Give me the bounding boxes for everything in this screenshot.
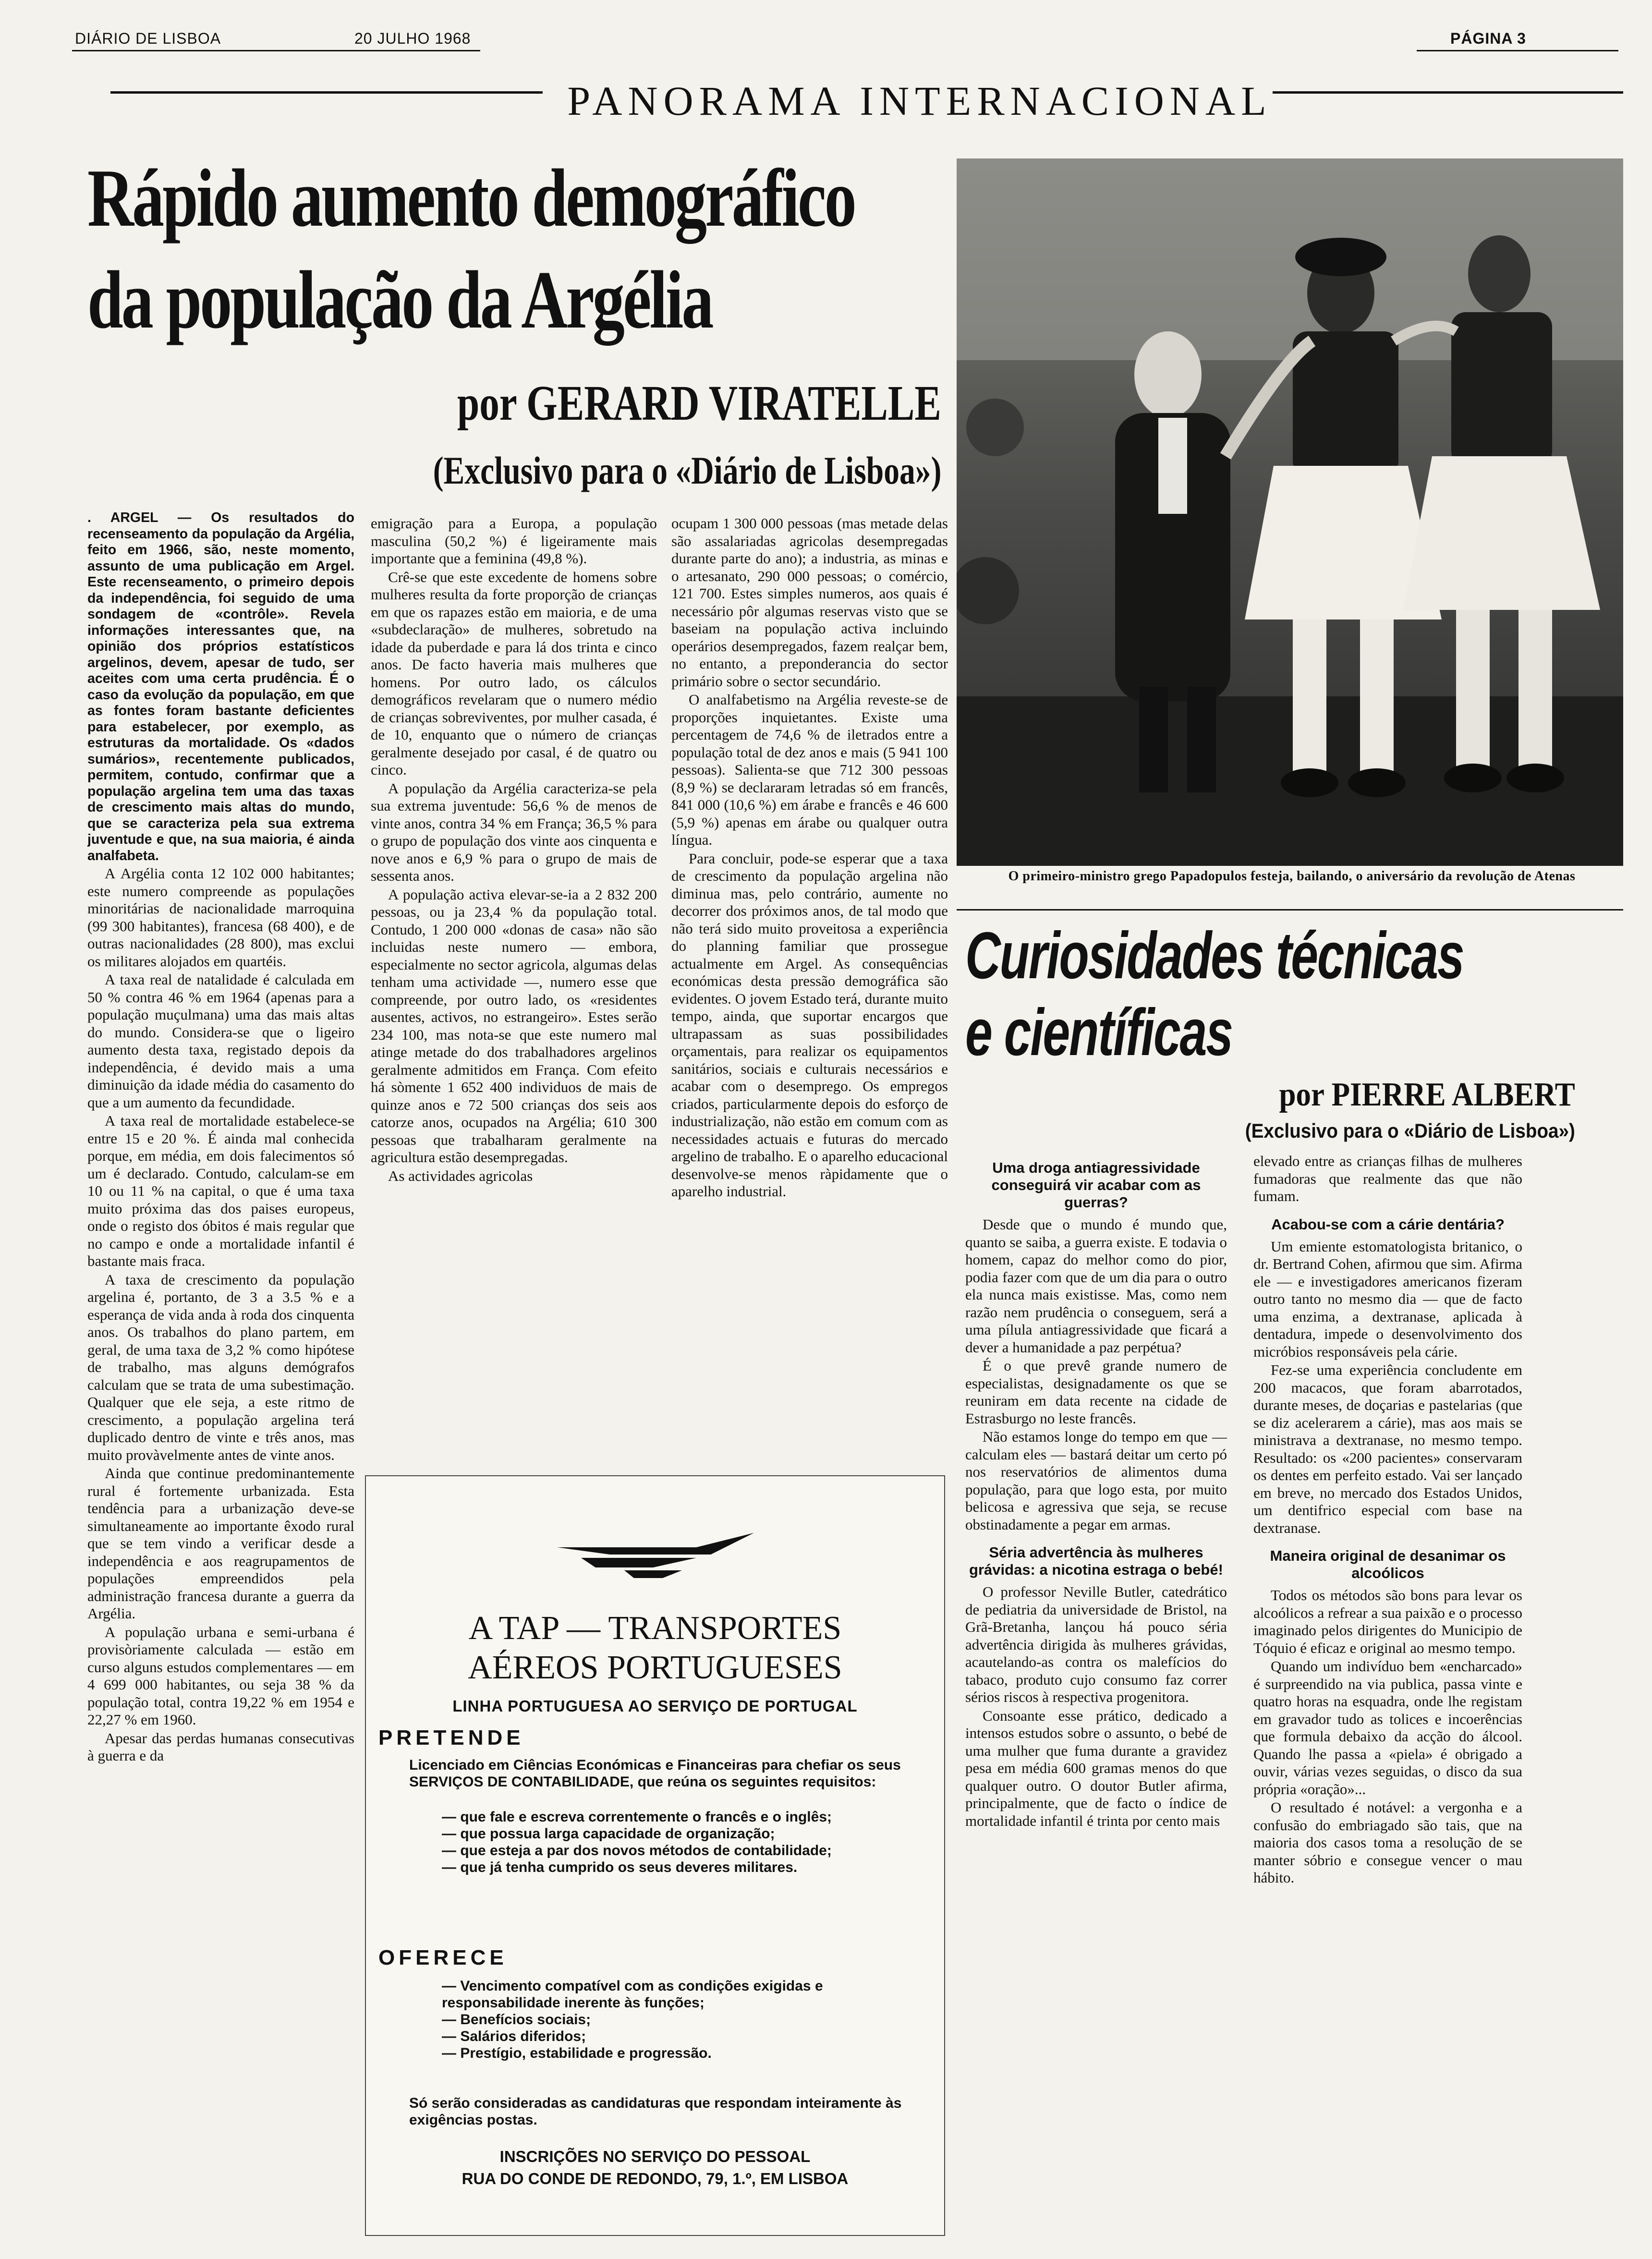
- article2-subhead: Acabou-se com a cárie dentária?: [1271, 1215, 1505, 1233]
- article2-paragraph: Desde que o mundo é mundo que, quanto se saiba, a guerra existe. E todavia o homem, capaz do melhor como do pior, podia fazer com que de um dia para o outro ela nunca mais existisse. Mas, como nem razão nem prudência o conseguem, será a uma pílula antiagressividade que ficará a dever a humanidade a paz perpétua?: [965, 1216, 1227, 1356]
- ad-inscricoes: INSCRIÇÕES NO SERVIÇO DO PESSOAL: [499, 2148, 811, 2165]
- article2-paragraph: Consoante esse prático, dedicado a intensos estudos sobre o assunto, o bebé de uma mulher que fuma durante a gravidez pesa em média 600 gramas menos do que qualquer outro. O doutor Butler afirma, principalmente, que de facto o índice de mortalidade infantil é trinta por cento mais: [965, 1707, 1227, 1829]
- article-paragraph: Apesar das perdas humanas consecutivas à guerra e da: [87, 1729, 354, 1764]
- dancing-men-photo-graphic: [957, 158, 1623, 866]
- article-paragraph: Ainda que continue predominantemente rural é fortemente urbanizada. Esta tendência para a urbanização deve-se simultaneamente ao importante êxodo rural que se tem vindo a verificar desde a independência e aos reagrupamentos de populações empreendidos pela administração francesa durante a guerra da Argélia.: [87, 1465, 354, 1622]
- ad-offers-list: [442, 1978, 927, 2062]
- article2-paragraph: Quando um indivíduo bem «encharcado» é surpreendido na via publica, passa vinte e quatro horas na esquadra, onde lhe registam em gravador tudo as tolices e incoerências que formula debaixo da acção do álcool. Quando lhe passa a «piela» é obrigado a ouvir, várias vezes seguidas, o disco da sua própria «oração»...: [1253, 1658, 1522, 1797]
- ad-note: Só serão consideradas as candidaturas que respondam inteiramente às exigências postas.: [409, 2095, 902, 2128]
- article2-subhead: Maneira original de desanimar os alcoólicos: [1270, 1547, 1506, 1581]
- article-paragraph: A taxa real de natalidade é calculada em 50 % contra 46 % em 1964 (apenas para a população muçulmana) uma das mais altas do mundo. Considera-se que o ligeiro aumento desta taxa, registado depois da independência, é devido mais a uma diminuição da idade média do casamento do que a um aumento da fecundidade.: [87, 971, 354, 1111]
- ad-requirement-item: — que fale e escreva correntemente o francês e o inglês;: [442, 1809, 832, 1825]
- article2-paragraph: É o que prevê grande numero de especialistas, designadamente os que se reuniram em data recente na cidade de Estrasburgo no leste francês.: [965, 1357, 1227, 1427]
- article2-subhead: Uma droga antiagressividade conseguirá vir acabar com as guerras?: [991, 1159, 1201, 1211]
- article2-column-right: [1253, 1153, 1522, 2233]
- article-paragraph: A população activa elevar-se-ia a 2 832 200 pessoas, ou ja 23,4 % da população total. Contudo, 1 200 000 «donas de casa» não são incluidas neste numero — embora, especialmente no sector agricola, algumas delas tenham uma actividade —, numero esse que compreende, por outro lado, os «residentes ausentes, activos, no estrangeiro». Estes serão 234 100, mas nota-se que este numero mal atinge metade do dos trabalhadores argelinos geralmente admitidos em França. Com efeito há sòmente 1 652 400 individuos de mais de quinze anos e 72 500 crianças dos seis aos catorze anos, ocupados na Argélia; 610 300 pessoas que trabalharam geralmente na agricultura estão desempregadas.: [371, 886, 657, 1166]
- ad-company-line2: AÉREOS PORTUGUESES: [468, 1649, 842, 1686]
- article-paragraph: emigração para a Europa, a população masculina (50,2 %) é ligeiramente mais importante que a feminina (49,8 %).: [371, 515, 657, 567]
- section-rule-right: [1273, 91, 1623, 94]
- ad-tagline: LINHA PORTUGUESA AO SERVIÇO DE PORTUGAL: [452, 1697, 858, 1715]
- article2-headline-line1: Curiosidades técnicas: [965, 919, 1464, 993]
- newspaper-name: DIÁRIO DE LISBOA: [75, 30, 221, 47]
- ad-requirement-item: — que esteja a par dos novos métodos de contabilidade;: [442, 1843, 832, 1858]
- article-paragraph: A taxa real de mortalidade estabelece-se entre 15 e 20 %. É ainda mal conhecida porque, em média, em dois falecimentos só um é declarado. Contudo, calculam-se em 10 ou 11 % na capital, o que é uma taxa muito próxima das dos paises europeus, onde o registo dos óbitos é mais regular que no campo e onde a mortalidade infantil é bastante mais fraca.: [87, 1112, 354, 1269]
- news-photo: [957, 158, 1623, 866]
- article-paragraph: A taxa de crescimento da população argelina é, portanto, de 3 a 3.5 % e a esperança de vida anda à roda dos cinquenta anos. Os trabalhos do plano partem, em geral, de uma taxa de 3,2 % como hipótese de trabalho, mas alguns demógrafos calculam que se trata de uma subestimação. Qualquer que ele seja, a este ritmo de crescimento, a população argelina terá duplicado dentro de vinte e três anos, mas muito provàvelmente antes de vinte anos.: [87, 1271, 354, 1463]
- article-paragraph: A população da Argélia caracteriza-se pela sua extrema juventude: 56,6 % de menos de vinte anos, contra 34 % em França; 36,5 % para o grupo de população dos vinte aos cinquenta e nove anos e 6,9 % para o grupo de mais de sessenta anos.: [371, 779, 657, 884]
- ad-address: RUA DO CONDE DE REDONDO, 79, 1.º, EM LISBOA: [462, 2170, 849, 2187]
- article-column-3: [671, 515, 948, 1456]
- ad-offer-item: — Salários diferidos;: [442, 2028, 586, 2044]
- section-rule-left: [110, 91, 543, 94]
- article2-paragraph: Um emiente estomatologista britanico, o dr. Bertrand Cohen, afirmou que sim. Afirma ele — e investigadores americanos fizeram outro tanto no mesmo dia — que de facto uma enzima, a dextranase, aplicada à dentadura, impede o desenvolvimento dos micróbios responsáveis pela cárie.: [1253, 1238, 1522, 1360]
- photo-caption: O primeiro-ministro grego Papadopulos festeja, bailando, o aniversário da revolução de Atenas: [1008, 869, 1576, 884]
- article-paragraph: As actividades agricolas: [388, 1167, 533, 1184]
- article-lead-paragraph: . ARGEL — Os resultados do recenseamento da população da Argélia, feito em 1966, são, neste momento, assunto de uma publicação em Argel. Este recenseamento, o primeiro depois da independência, foi seguido de uma sondagem de «contrôle». Revela informações interessantes que, na opinião dos próprios estatísticos argelinos, devem, apesar de tudo, ser aceites com uma certa prudência. É o caso da evolução da população, em que as fontes foram bastante deficientes para estabelecer, por exemplo, as estruturas da mortalidade. Os «dados sumários», recentemente publicados, permitem, contudo, confirmar que a população argelina tem uma das taxas de crescimento mais altas do mundo, que se caracteriza pela sua extrema juventude e que, na sua maioria, é ainda analfabeta.: [87, 510, 354, 863]
- article-paragraph: Para concluir, pode-se esperar que a taxa de crescimento da população argelina não diminua mas, pelo contrário, aumente no decorrer dos próximos anos, de tal modo que não terá sido muito proveitosa a experiência do planning familiar que prossegue actualmente em Argel. As consequências económicas desta pressão demográfica são evidentes. O jovem Estado terá, durante muito tempo, ainda, que suportar encargos que ultrapassam as suas possibilidades orçamentais, para realizar os equipamentos sanitários, sociais e culturais necessários e acabar com o desemprego. Os empregos criados, particularmente depois do esforço de industrialização, não estão em comum com as necessidades actuais e futuras do mercado argelino de trabalho. E o aparelho educacional desenvolve-se menos ràpidamente que o aparelho industrial.: [671, 850, 948, 1200]
- ad-pretende-text: Licenciado em Ciências Económicas e Financeiras para chefiar os seus SERVIÇOS DE CONTABILIDADE, que reúna os seguintes requisitos:: [409, 1757, 901, 1790]
- ad-oferece-title: OFERECE: [378, 1946, 508, 1969]
- article2-column-left: [965, 1153, 1227, 2233]
- page-number: PÁGINA 3: [1450, 30, 1526, 47]
- caption-rule: [957, 909, 1623, 911]
- ad-offer-item: — Prestígio, estabilidade e progressão.: [442, 2045, 712, 2061]
- ad-requirements-list: [442, 1809, 927, 1876]
- article-paragraph: ocupam 1 300 000 pessoas (mas metade delas são assalariadas agricolas desempregadas durante parte do ano); a industria, as minas e o artesanato, 290 000 pessoas; o comércio, 121 700. Estes simples numeros, aos quais é necessário pôr algumas reservas visto que se baseiam na população activa incluindo operários desempregados, fazem realçar bem, no entanto, a preponderancia do sector primário sobre o sector secundário.: [671, 515, 948, 690]
- section-title: PANORAMA INTERNACIONAL: [567, 78, 1272, 124]
- ad-offer-item: — Benefícios sociais;: [442, 2012, 591, 2028]
- article-exclusive-note: (Exclusivo para o «Diário de Lisboa»): [433, 449, 941, 492]
- article2-exclusive-note: (Exclusivo para o «Diário de Lisboa»): [1245, 1119, 1575, 1142]
- article2-paragraph: Todos os métodos são bons para levar os alcoólicos a refrear a sua paixão e o processo imaginado pelos dirigentes do Municipio de Tóquio é eficaz e original ao mesmo tempo.: [1253, 1587, 1522, 1656]
- article2-paragraph: O resultado é notável: a vergonha e a confusão do embriagado são tais, que na maioria dos casos toma a resolução de se manter sóbrio e consegue vencer o mau hábito.: [1253, 1799, 1522, 1886]
- ad-company-line1: A TAP — TRANSPORTES: [468, 1610, 842, 1647]
- article2-subhead: Séria advertência às mulheres grávidas: a nicotina estraga o bebé!: [969, 1544, 1223, 1578]
- article2-headline-line2: e científicas: [965, 996, 1232, 1069]
- header-rule-left: [72, 50, 480, 51]
- ad-offer-item: — Vencimento compatível com as condições exigidas e responsabilidade inerente às funções;: [442, 1978, 823, 2011]
- article-byline: por GERARD VIRATELLE: [457, 376, 941, 431]
- article-paragraph: A população urbana e semi-urbana é provisòriamente calculada — estão em curso alguns estudos complementares — em 4 699 000 habitantes, ou seja 38 % da população total, contra 19,22 % em 1954 e 22,27 % em 1960.: [87, 1623, 354, 1728]
- tap-job-advertisement: [365, 1475, 945, 2236]
- ad-requirement-item: — que possua larga capacidade de organização;: [442, 1826, 775, 1842]
- ad-pretende-title: PRETENDE: [378, 1726, 524, 1749]
- issue-date: 20 JULHO 1968: [354, 30, 471, 47]
- article2-byline: por PIERRE ALBERT: [1279, 1076, 1575, 1113]
- article-paragraph: O analfabetismo na Argélia reveste-se de proporções inquietantes. Existe uma percentagem de 74,6 % de iletrados entre a população total de dez anos e mais (5 941 100 pessoas). Salienta-se que 712 300 pessoas (8,9 %) se declararam letradas só em francês, 841 000 (10,6 %) em árabe e francês e 46 600 (5,9 %) apenas em árabe ou qualquer outra língua.: [671, 691, 948, 848]
- article-headline-line1: Rápido aumento demográfico: [87, 153, 855, 244]
- article-column-1: [87, 510, 354, 2244]
- article2-paragraph: O professor Neville Butler, catedrático de pediatria da universidade de Bristol, na Grã-Bretanha, lançou há pouco séria advertência dirigida às mulheres grávidas, acautelando-as contra os malefícios do tabaco, produto cujo consumo faz correr sérios riscos à respectiva progenitora.: [965, 1583, 1227, 1705]
- article-column-2: [371, 515, 657, 1456]
- article-headline-line2: da população da Argélia: [87, 255, 712, 346]
- article-paragraph: Crê-se que este excedente de homens sobre mulheres resulta da forte proporção de crianças em que os rapazes estão em maioria, e de uma «subdeclaração» de mulheres, sobretudo na idade da puberdade e para lá dos trinta e cinco anos. De facto haveria mais mulheres que homens. Por outro lado, os cálculos demográficos revelaram que o numero médio de crianças sobreviventes, por mulher casada, é de 10, enquanto que o número de crianças geralmente desejado por casal, é de quatro ou cinco.: [371, 568, 657, 778]
- ad-requirement-item: — que já tenha cumprido os seus deveres militares.: [442, 1859, 798, 1875]
- tap-wing-logo-icon: [552, 1528, 759, 1586]
- article2-paragraph: Não estamos longe do tempo em que — calculam eles — bastará deitar um certo pó nos reservatórios de alimentos duma população, para que logo esta, por muito belicosa e agressiva que seja, se recuse obstinadamente a pegar em armas.: [965, 1428, 1227, 1533]
- article2-paragraph: elevado entre as crianças filhas de mulheres fumadoras que realmente das que não fumam.: [1253, 1153, 1522, 1204]
- article2-paragraph: Fez-se uma experiência concludente em 200 macacos, que foram abarrotados, durante meses, de doçarias e pastelarias (que se diz acelerarem a cárie), mas aos mais se ministrava a dextranase, no mesmo tempo. Resultado: os «200 pacientes» conservaram os dentes em perfeito estado. Vai ser lançado em breve, no mercado dos Estados Unidos, um dentifrico especial com base na dextranase.: [1253, 1361, 1522, 1536]
- header-rule-right: [1417, 50, 1618, 51]
- article-paragraph: A Argélia conta 12 102 000 habitantes; este numero compreende as populações minoritárias de nacionalidade marroquina (99 300 habitantes), francesa (68 400), e de outras nacionalidades (28 800), mas exclui os militares alojados em quartéis.: [87, 865, 354, 970]
